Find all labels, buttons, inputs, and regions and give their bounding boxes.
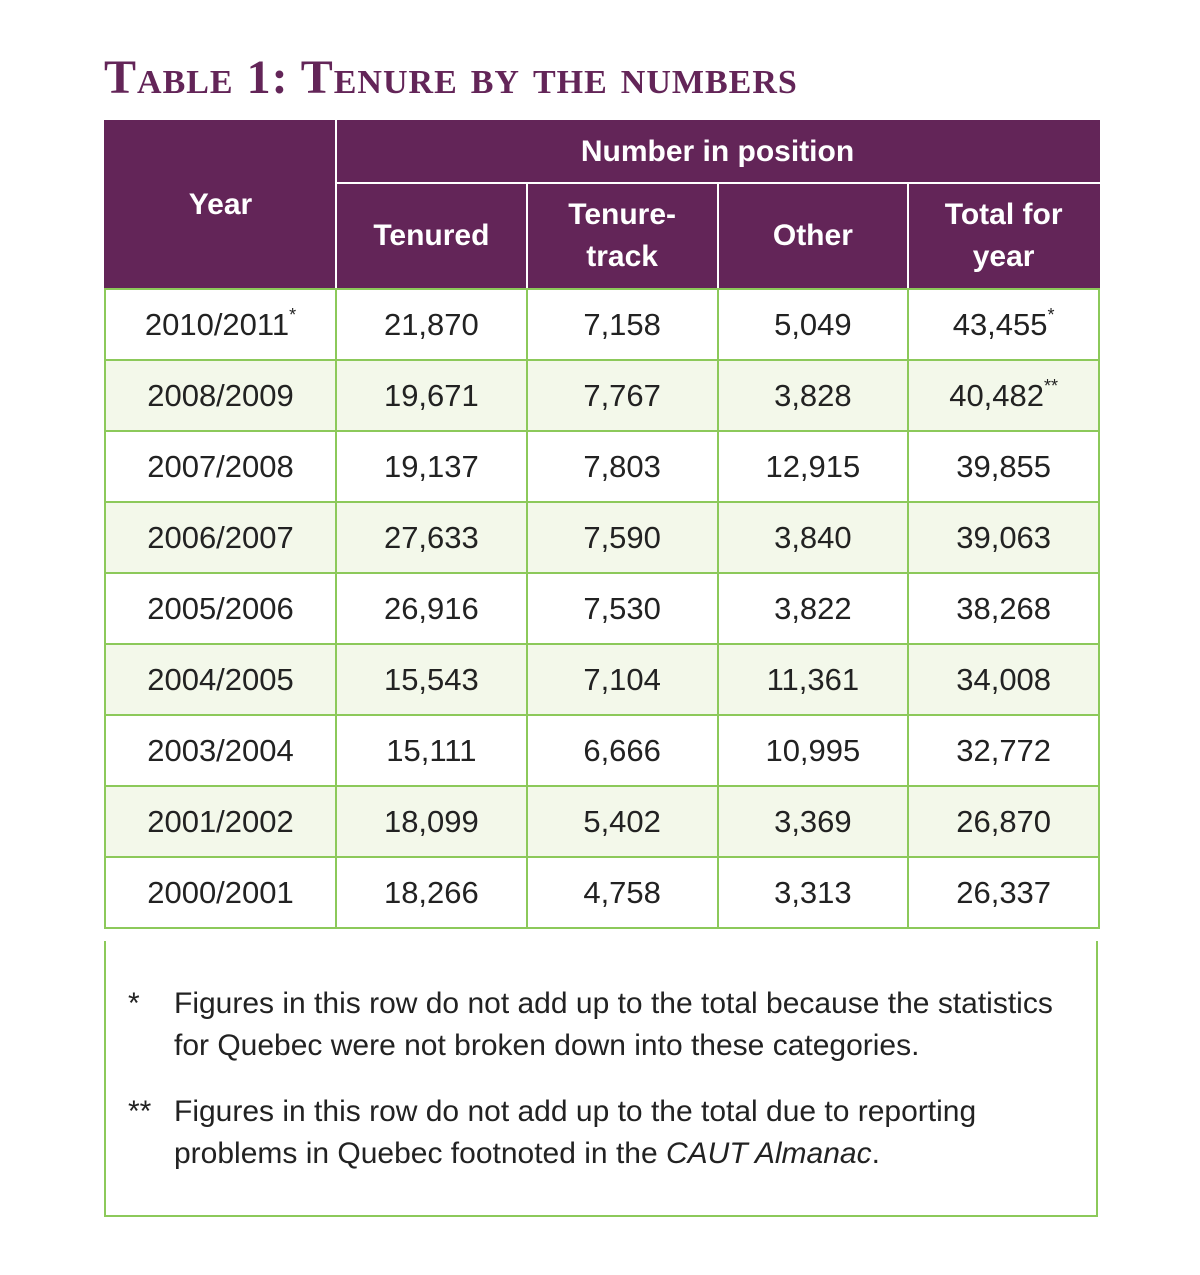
cell-tenure-track: 7,803 — [527, 431, 718, 502]
footnote-reference: * — [289, 304, 297, 325]
footnote-single-asterisk — [128, 983, 1088, 1067]
table-row — [105, 857, 1099, 928]
cell-tenured: 15,111 — [336, 715, 527, 786]
table-title: Table 1: Tenure by the numbers — [104, 51, 798, 104]
cell-other: 3,840 — [718, 502, 909, 573]
cell-year: 2003/2004 — [105, 715, 336, 786]
cell-year: 2007/2008 — [105, 431, 336, 502]
cell-other: 3,822 — [718, 573, 909, 644]
cell-total: 38,268 — [908, 573, 1099, 644]
cell-total: 39,855 — [908, 431, 1099, 502]
cell-total: 32,772 — [908, 715, 1099, 786]
number-in-position-header: Number in position — [336, 121, 1099, 183]
cell-other: 3,313 — [718, 857, 909, 928]
cell-tenure-track: 7,767 — [527, 360, 718, 431]
publication-title: CAUT Almanac — [665, 1137, 872, 1170]
footnote-reference: ** — [1044, 375, 1059, 396]
footnote-text: Figures in this row do not add up to the total due to reporting problems in Quebec footnoted in the CAUT Almanac. — [174, 1095, 977, 1170]
table-row — [105, 715, 1099, 786]
tenure-table — [104, 120, 1100, 929]
cell-tenure-track: 6,666 — [527, 715, 718, 786]
footnote-marker: ** — [128, 1095, 152, 1128]
total-header: Total for year — [908, 183, 1099, 289]
cell-total: 26,337 — [908, 857, 1099, 928]
cell-tenure-track: 7,158 — [527, 289, 718, 360]
cell-other: 3,369 — [718, 786, 909, 857]
cell-year: 2004/2005 — [105, 644, 336, 715]
cell-total: 40,482** — [908, 360, 1099, 431]
cell-tenured: 18,099 — [336, 786, 527, 857]
cell-total: 39,063 — [908, 502, 1099, 573]
cell-total: 34,008 — [908, 644, 1099, 715]
table-row — [105, 786, 1099, 857]
cell-tenure-track: 7,530 — [527, 573, 718, 644]
tenured-header: Tenured — [336, 183, 527, 289]
cell-tenured: 19,137 — [336, 431, 527, 502]
cell-total: 26,870 — [908, 786, 1099, 857]
footnotes — [104, 941, 1098, 1217]
cell-other: 11,361 — [718, 644, 909, 715]
other-header: Other — [718, 183, 909, 289]
cell-tenure-track: 7,590 — [527, 502, 718, 573]
cell-year: 2006/2007 — [105, 502, 336, 573]
footnote-reference: * — [1047, 304, 1055, 325]
cell-tenured: 15,543 — [336, 644, 527, 715]
table-row — [105, 644, 1099, 715]
cell-year: 2000/2001 — [105, 857, 336, 928]
table-row — [105, 289, 1099, 360]
footnote-text: Figures in this row do not add up to the total because the statistics for Quebec were not broken down into these categories. — [174, 987, 1053, 1062]
cell-total: 43,455* — [908, 289, 1099, 360]
cell-tenure-track: 7,104 — [527, 644, 718, 715]
cell-other: 3,828 — [718, 360, 909, 431]
cell-year: 2010/2011* — [105, 289, 336, 360]
cell-other: 10,995 — [718, 715, 909, 786]
cell-other: 12,915 — [718, 431, 909, 502]
cell-tenured: 21,870 — [336, 289, 527, 360]
cell-tenured: 26,916 — [336, 573, 527, 644]
footnote-double-asterisk — [128, 1091, 1088, 1175]
footnote-marker: * — [128, 987, 140, 1020]
cell-year: 2005/2006 — [105, 573, 336, 644]
cell-tenure-track: 4,758 — [527, 857, 718, 928]
tenure-track-header: Tenure-track — [527, 183, 718, 289]
cell-tenured: 19,671 — [336, 360, 527, 431]
table-row — [105, 502, 1099, 573]
table-row — [105, 431, 1099, 502]
cell-year: 2001/2002 — [105, 786, 336, 857]
table-row — [105, 360, 1099, 431]
cell-tenured: 18,266 — [336, 857, 527, 928]
cell-year: 2008/2009 — [105, 360, 336, 431]
year-header: Year — [105, 121, 336, 289]
table-row — [105, 573, 1099, 644]
cell-tenured: 27,633 — [336, 502, 527, 573]
cell-tenure-track: 5,402 — [527, 786, 718, 857]
cell-other: 5,049 — [718, 289, 909, 360]
